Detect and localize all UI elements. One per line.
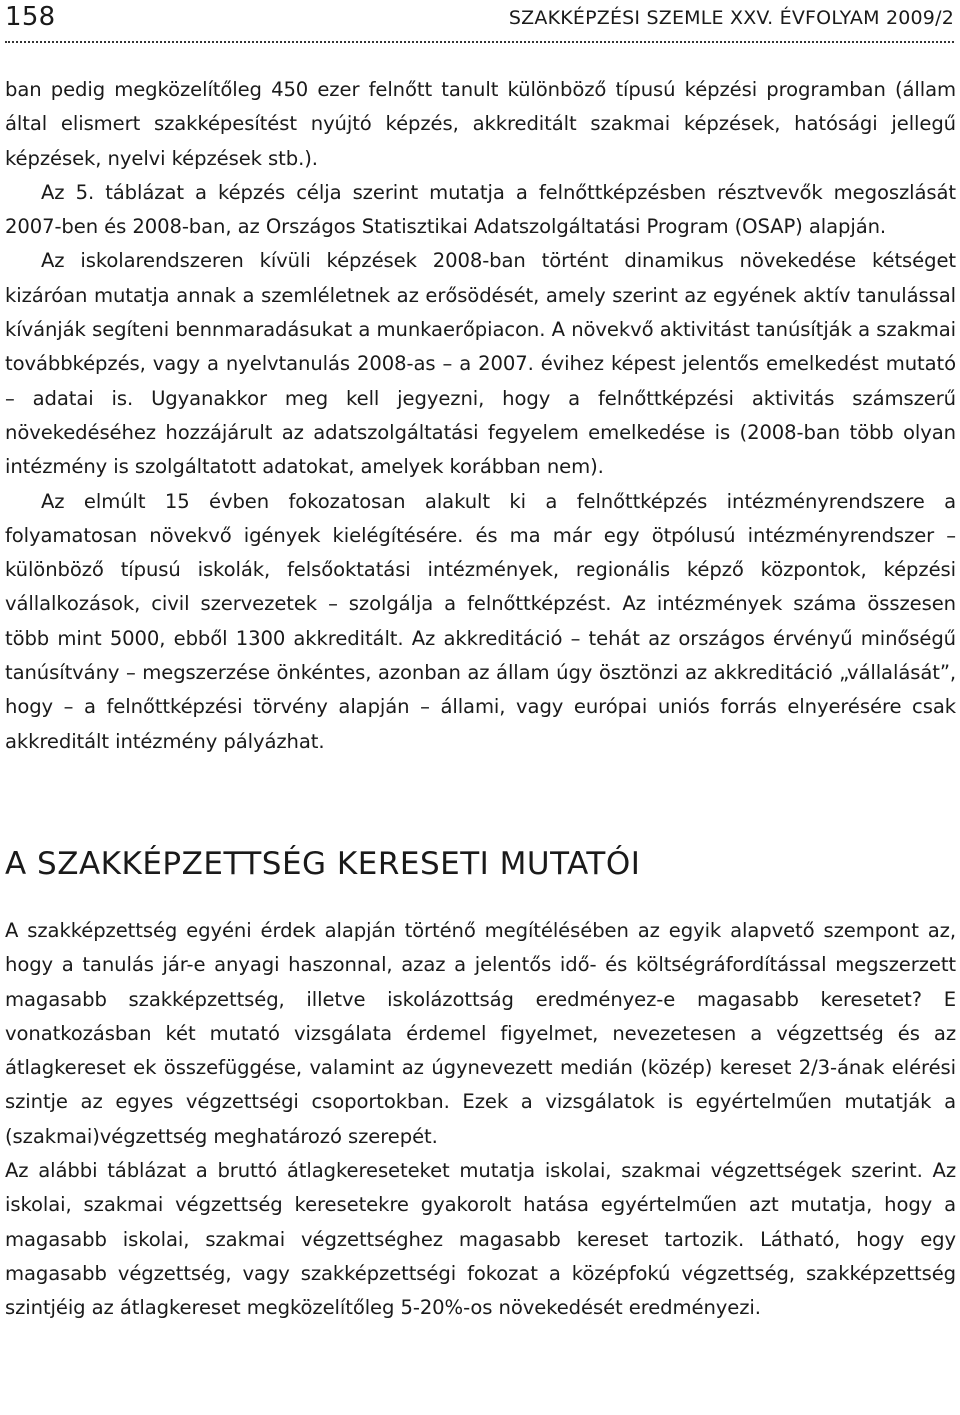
page-header bbox=[0, 0, 960, 36]
paragraph: Az alábbi táblázat a bruttó átlagkereseteket mutatja iskolai, szakmai végzettségek szerint. Az iskolai, szakmai végzettség keresetekre gyakorolt hatása egyértelműen azt mutatja, hogy a magasabb iskolai, szakmai végzettséghez magasabb kereset tartozik. Látható, hogy egy magasabb végzettség, vagy szakképzettségi fokozat a középfokú végzettség, szakképzettség szintjéig az átlagkereset megközelítőleg 5-20%-os növekedését eredményezi. bbox=[5, 1159, 956, 1320]
heading-spacer bbox=[5, 884, 956, 914]
header-dotted-rule bbox=[5, 41, 954, 43]
body-text bbox=[5, 73, 956, 1326]
paragraph: A szakképzettség egyéni érdek alapján történő megítélésében az egyik alapvető szempont az, hogy a tanulás jár-e anyagi haszonnal, azaz a jelentős idő- és költségráfordítással megszerzett magasabb szakképzettség, illetve iskolázottság eredményez-e magasabb keresetet? E vonatkozásban két mutató vizsgálata érdemel figyelmet, nevezetesen a végzettség és az átlagkereset ek összefüggése, valamint az úgynevezett medián (közép) kereset 2/3-ának elérési szintje az egyes végzettségi csoportokban. Ezek a vizsgálatok is egyértelműen mutatják a (szakmai)végzettség meghatározó szerepét. bbox=[5, 918, 956, 1148]
paragraph: Az iskolarendszeren kívüli képzések 2008-ban történt dinamikus növekedése kétséget kizáróan mutatja annak a szemléletnek az erősödését, amely szerint az egyének aktív tanulással kívánják segíteni bennmaradásukat a munkaerőpiacon. A növekvő aktivitást tanúsítják a szakmai továbbképzés, vagy a nyelvtanulás 2008-as – a 2007. évihez képest jelentős emelkedést mutató – adatai is. Ugyanakkor meg kell jegyezni, hogy a felnőttképzési aktivitás számszerű növekedéséhez hozzájárult az adatszolgáltatási fegyelem emelkedése is (2008-ban több olyan intézmény is szolgáltatott adatokat, amelyek korábban nem). bbox=[5, 249, 956, 479]
page-number: 158 bbox=[5, 2, 56, 32]
section-spacer bbox=[5, 759, 956, 844]
section-heading: A SZAKKÉPZETTSÉG KERESETI MUTATÓI bbox=[5, 845, 641, 882]
paragraph: Az 5. táblázat a képzés célja szerint mutatja a felnőttképzésben résztvevők megoszlását 2007-ben és 2008-ban, az Országos Statisztikai Adatszolgáltatási Program (OSAP) alapján. bbox=[5, 180, 956, 239]
paragraph: Az elmúlt 15 évben fokozatosan alakult ki a felnőttképzés intézményrendszere a folyamatosan növekvő igények kielégítésére. és ma már egy ötpólusú intézményrendszer – különböző típusú iskolák, felsőoktatási intézmények, regionális képző központok, képzési vállalkozások, civil szervezetek – szolgálja a felnőttképzést. Az intézmények száma összesen több mint 5000, ebből 1300 akkreditált. Az akkreditáció – tehát az országos érvényű minőségű tanúsítvány – megszerzése önkéntes, azonban az állam úgy ösztönzi az akkreditáció „vállalását”, hogy – a felnőttképzési törvény alapján – állami, vagy európai uniós forrás elnyerésére csak akkreditált intézmény pályázhat. bbox=[5, 489, 956, 753]
running-head: SZAKKÉPZÉSI SZEMLE XXV. ÉVFOLYAM 2009/2 bbox=[508, 7, 954, 29]
paragraph-continuation: ban pedig megközelítőleg 450 ezer felnőtt tanult különböző típusú képzési programban (állam által elismert szakképesítést nyújtó képzés, akkreditált szakmai képzések, hatósági jellegű képzések, nyelvi képzések stb.). bbox=[5, 78, 956, 170]
